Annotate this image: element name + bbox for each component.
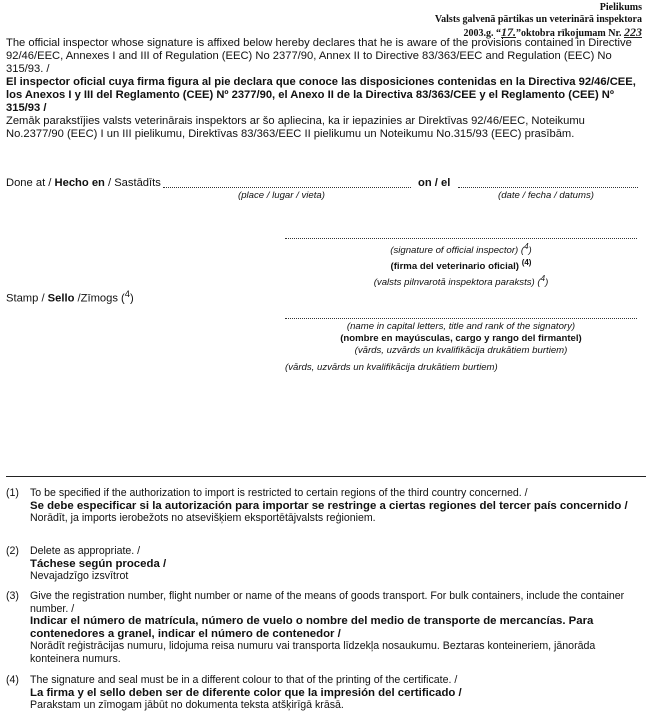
done-at-lv: / Sastādīts <box>104 177 161 189</box>
footnote-3-es: Indicar el número de matrícula, número de vuelo o nombre del medio de transporte de mercancías. Para contenedores a granel, indicar el número de contenedor / <box>30 615 594 640</box>
footnote-4 <box>6 674 640 712</box>
footnote-4-lv: Parakstam un zīmogam jābūt no dokumenta teksta atšķirīgā krāsā. <box>30 699 344 712</box>
declaration-lv: Zemāk parakstījies valsts veterinārais inspektors ar šo apliecina, ka ir iepazinies ar Direktīvas 92/46/EEC, Noteikumu No.2377/90 (EEC) I un III pielikumu, Direktīvas 83/363/EEC II pielikumu un Noteikumu No.315/93 (EEC) prasībām. <box>6 115 585 140</box>
name-caption-en: (name in capital letters, title and rank of the signatory) <box>346 321 576 332</box>
footnote-number: (3) <box>6 590 19 602</box>
on-label: on / el <box>418 177 451 189</box>
footnote-1-en: To be specified if the authorization to import is restricted to certain regions of the third country concerned. / <box>30 487 528 499</box>
document-header <box>312 2 642 40</box>
footnote-number: (2) <box>6 545 19 557</box>
footnote-1 <box>6 487 640 525</box>
footnote-2-en: Delete as appropriate. / <box>30 545 141 557</box>
header-order-text: ”oktobra rīkojumam Nr. <box>516 28 622 39</box>
order-number-handwritten: 223 <box>624 25 642 39</box>
name-caption-lv: (vārds, uzvārds un kvalifikācija drukātiem burtiem) <box>354 345 568 356</box>
header-authority: Valsts galvenā pārtikas un veterinārā inspektora <box>434 14 642 25</box>
footnote-1-es: Se debe especificar si la autorización para importar se restringe a ciertas regiones del tercer país concernido / <box>30 499 628 512</box>
date-field[interactable] <box>458 186 638 188</box>
footnote-1-lv: Norādīt, ja imports ierobežots no atsevišķiem eksportētājvalsts reģioniem. <box>30 512 376 525</box>
footnote-4-es: La firma y el sello deben ser de diferente color que la impresión del certificado / <box>30 686 462 699</box>
footnote-2 <box>6 545 640 583</box>
date-caption: (date / fecha / datums) <box>498 190 594 201</box>
signature-field[interactable] <box>285 237 637 239</box>
signature-caption-es: (firma del veterinario oficial) $^{(4)}$ <box>390 258 532 273</box>
name-caption-lv-repeat: (vārds, uzvārds un kvalifikācija drukātiem burtiem) <box>285 362 498 373</box>
footnote-number: (4) <box>6 674 19 686</box>
footnote-4-en: The signature and seal must be in a different colour to that of the printing of the certificate. / <box>30 674 458 686</box>
place-field[interactable] <box>163 186 411 188</box>
done-at-line <box>6 177 646 191</box>
signature-caption-en: (signature of official inspector) ($^4$) <box>390 242 532 257</box>
name-captions <box>285 321 637 357</box>
name-caption-es: (nombre en mayúsculas, cargo y rango del firmantel) <box>340 333 582 344</box>
footnote-number: (1) <box>6 487 19 499</box>
footnote-divider <box>6 476 646 477</box>
order-day-handwritten: 17. <box>501 25 517 39</box>
name-field[interactable] <box>285 317 637 319</box>
place-caption: (place / lugar / vieta) <box>238 190 325 201</box>
done-at-en: Done at / <box>6 177 55 189</box>
footnote-2-lv: Nevajadzīgo izsvītrot <box>30 570 129 583</box>
footnote-3-en: Give the registration number, flight number or name of the means of goods transport. For bulk containers, include the container number. / <box>30 590 625 615</box>
footnote-2-es: Táchese según proceda / <box>30 557 167 570</box>
footnote-3 <box>6 590 640 666</box>
header-annex-label: Pielikums <box>599 2 642 13</box>
header-year: 2003.g. “ <box>463 28 502 39</box>
signature-caption-lv: (valsts pilnvarotā inspektora paraksts) ($^4$) <box>373 274 549 289</box>
footnote-3-lv: Norādīt reģistrācijas numuru, lidojuma reisa numuru vai transporta līdzekļa nosaukumu. Beztaras konteineriem, jānorāda konteinera numurs. <box>30 640 596 665</box>
declaration-en: The official inspector whose signature is affixed below hereby declares that he is aware of the provisions contained in Directive 92/46/EEC, Annexes I and III of Regulation (EEC) No 2377/90, Annex II to Directive 83/363/EEC and Regulation (EEC) No 315/93. / <box>6 37 632 75</box>
stamp-label: Stamp / Sello /Zīmogs ($^4$) <box>6 289 134 305</box>
done-at-es: Hecho en <box>54 177 105 189</box>
declaration-es: El inspector oficial cuya firma figura al pie declara que conoce las disposiciones contenidas en la Directiva 92/46/CEE, los Anexos I y III del Reglamento (CEE) Nº 2377/90, el Anexo II de la Directiva 83/363/CEE y el Reglamento (CEE) Nº 315/93 / <box>6 76 636 114</box>
signature-captions <box>285 241 637 290</box>
